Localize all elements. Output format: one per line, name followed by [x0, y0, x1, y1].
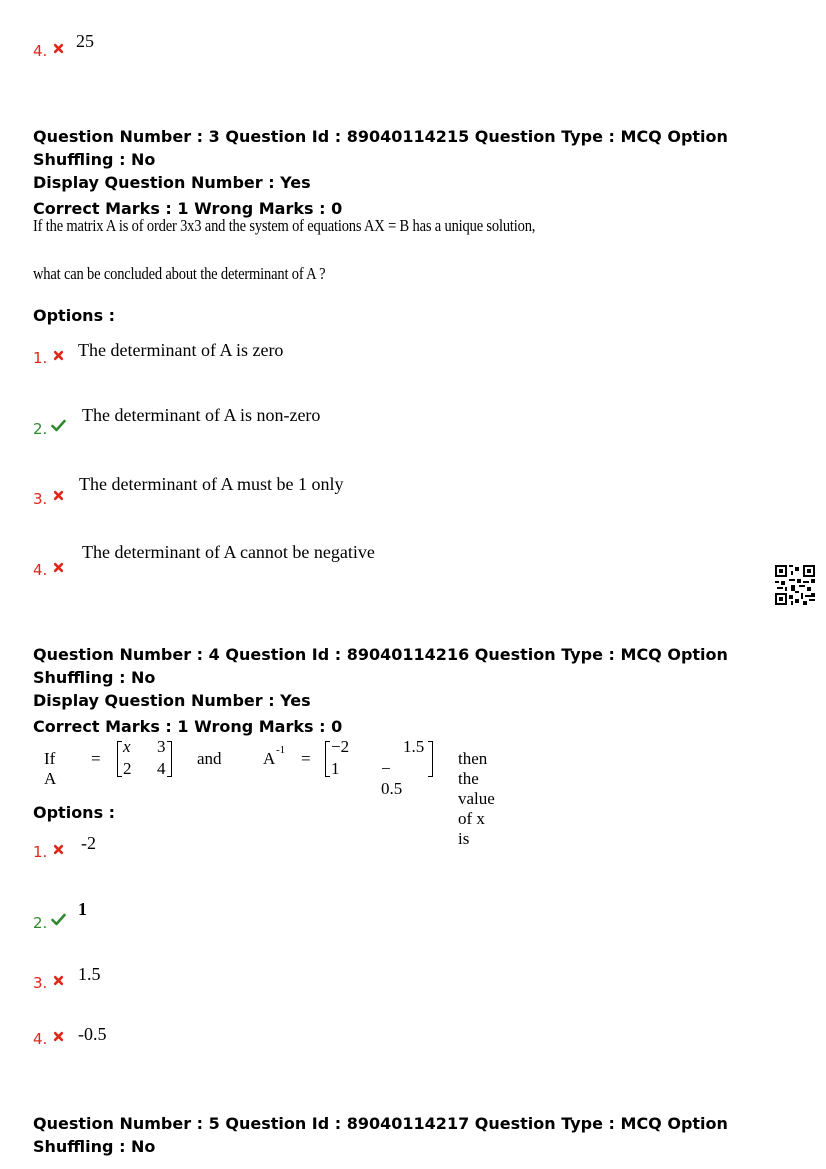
matrix-bracket-right: [428, 741, 433, 777]
matrix-cell: 4: [157, 759, 166, 778]
matrix-cell: − 0.5: [381, 759, 403, 798]
equation-text: A: [263, 749, 276, 768]
question-4-header: [33, 643, 813, 738]
matrix-cell: x: [123, 737, 131, 756]
matrix-cell: 2: [123, 759, 132, 778]
cross-icon: [53, 975, 64, 986]
option-text: -2: [81, 833, 96, 853]
option-number: 1.: [33, 843, 48, 861]
matrix-cell: 1.5: [403, 737, 425, 756]
cross-icon: [53, 844, 64, 855]
check-icon: [51, 419, 66, 432]
question-header-line1: Question Number : 3 Question Id : 89040114215 Question Type : MCQ Option Shuffling : No: [33, 127, 728, 169]
matrix-cell: −2: [331, 737, 350, 756]
question-5-header: [33, 1112, 813, 1158]
question-header-line1: Question Number : 5 Question Id : 89040114217 Question Type : MCQ Option Shuffling : No: [33, 1114, 728, 1156]
cross-icon: [53, 43, 64, 54]
question-3-header: [33, 125, 813, 220]
equation-text: If A: [44, 749, 57, 788]
matrix-cell: 3: [157, 737, 166, 756]
matrix-bracket-right: [167, 741, 172, 777]
equation-superscript: -1: [276, 744, 286, 756]
matrix-cell: 1: [331, 759, 340, 778]
option-number: 4.: [33, 42, 48, 60]
options-label: Options :: [33, 306, 116, 325]
option-number: 3.: [33, 974, 48, 992]
option-number: 2.: [33, 420, 48, 438]
option-number: 4.: [33, 1030, 48, 1048]
cross-icon: [53, 350, 64, 361]
option-text: The determinant of A cannot be negative: [82, 542, 375, 562]
question-header-line2: Display Question Number : Yes: [33, 173, 311, 192]
question-marks: Correct Marks : 1 Wrong Marks : 0: [33, 717, 343, 736]
option-text: 25: [76, 31, 94, 51]
option-number: 1.: [33, 349, 48, 367]
option-text: The determinant of A must be 1 only: [79, 474, 344, 494]
equals-sign: =: [91, 749, 101, 768]
option-text: The determinant of A is zero: [78, 340, 284, 360]
qr-code-icon: [775, 565, 815, 605]
option-number: 2.: [33, 914, 48, 932]
equation-text: and: [197, 749, 222, 768]
question-text-line1: If the matrix A is of order 3x3 and the system of equations AX = B has a unique solution,: [33, 216, 536, 235]
question-header-line1: Question Number : 4 Question Id : 89040114216 Question Type : MCQ Option Shuffling : No: [33, 645, 728, 687]
option-text: The determinant of A is non-zero: [82, 405, 321, 425]
matrix-bracket-left: [325, 741, 330, 777]
cross-icon: [53, 1031, 64, 1042]
option-number: 4.: [33, 561, 48, 579]
cross-icon: [53, 490, 64, 501]
equation-text: then the value of x is: [458, 749, 495, 848]
option-text: 1.5: [78, 964, 101, 984]
options-label: Options :: [33, 803, 116, 822]
matrix-bracket-left: [117, 741, 122, 777]
question-header-line2: Display Question Number : Yes: [33, 691, 311, 710]
option-text: 1: [78, 899, 87, 919]
check-icon: [51, 913, 66, 926]
equals-sign: =: [301, 749, 311, 768]
question-marks: Correct Marks : 1 Wrong Marks : 0: [33, 199, 343, 218]
option-text: -0.5: [78, 1024, 107, 1044]
cross-icon: [53, 562, 64, 573]
option-number: 3.: [33, 490, 48, 508]
question-text-line2: what can be concluded about the determinant of A ?: [33, 264, 326, 283]
